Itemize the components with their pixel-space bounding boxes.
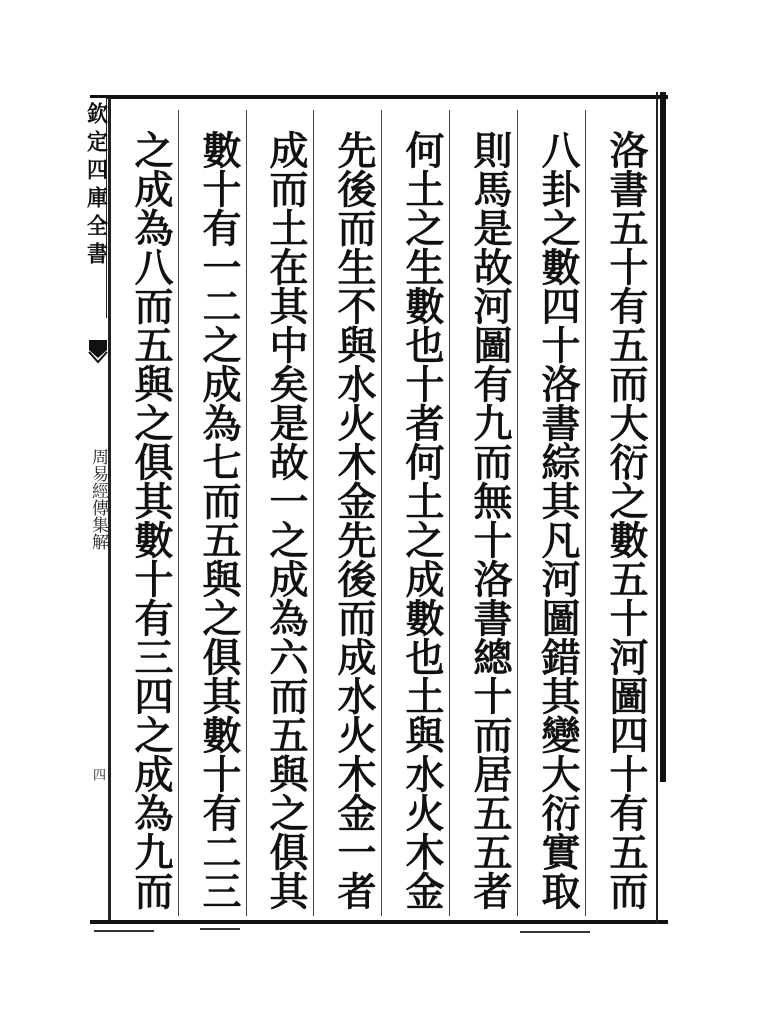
- frame-right-border: [660, 92, 666, 782]
- series-title-text: 欽定四庫全書: [83, 102, 109, 270]
- gutter-page-number: 四: [90, 768, 105, 781]
- text-column-3: 則馬是故河圖有九而無十洛書總十而居五五者: [467, 130, 513, 910]
- frame-left-border: [108, 98, 111, 920]
- frame-top-border: [90, 95, 668, 99]
- text-column-7: 數十有一二之成為七而五與之俱其數十有二三: [196, 130, 242, 910]
- gutter-series-title: [83, 98, 109, 318]
- text-column-8: 之成為八而五與之俱其數十有三四之成為九而: [128, 130, 174, 910]
- text-column-5: 先後而生不與水火木金先後而成水火木金一者: [331, 130, 377, 910]
- gutter-book-title: 周易經傳集解: [88, 448, 108, 550]
- text-column-2: 八卦之數四十洛書綜其凡河圖錯其變大衍實取: [535, 130, 581, 910]
- fishtail-ornament-icon: [88, 338, 108, 366]
- text-column-4: 何土之生數也十者何土之成數也土與水火木金: [399, 130, 445, 910]
- print-speck: [520, 931, 590, 933]
- frame-right-inner-border: [656, 92, 658, 924]
- text-column-6: 成而土在其中矣是故一之成為六而五與之俱其: [263, 130, 309, 910]
- frame-bottom-border: [90, 920, 668, 924]
- print-speck: [94, 930, 154, 932]
- print-speck: [200, 928, 240, 930]
- text-column-1: 洛書五十有五而大衍之數五十河圖四十有五而: [603, 130, 649, 910]
